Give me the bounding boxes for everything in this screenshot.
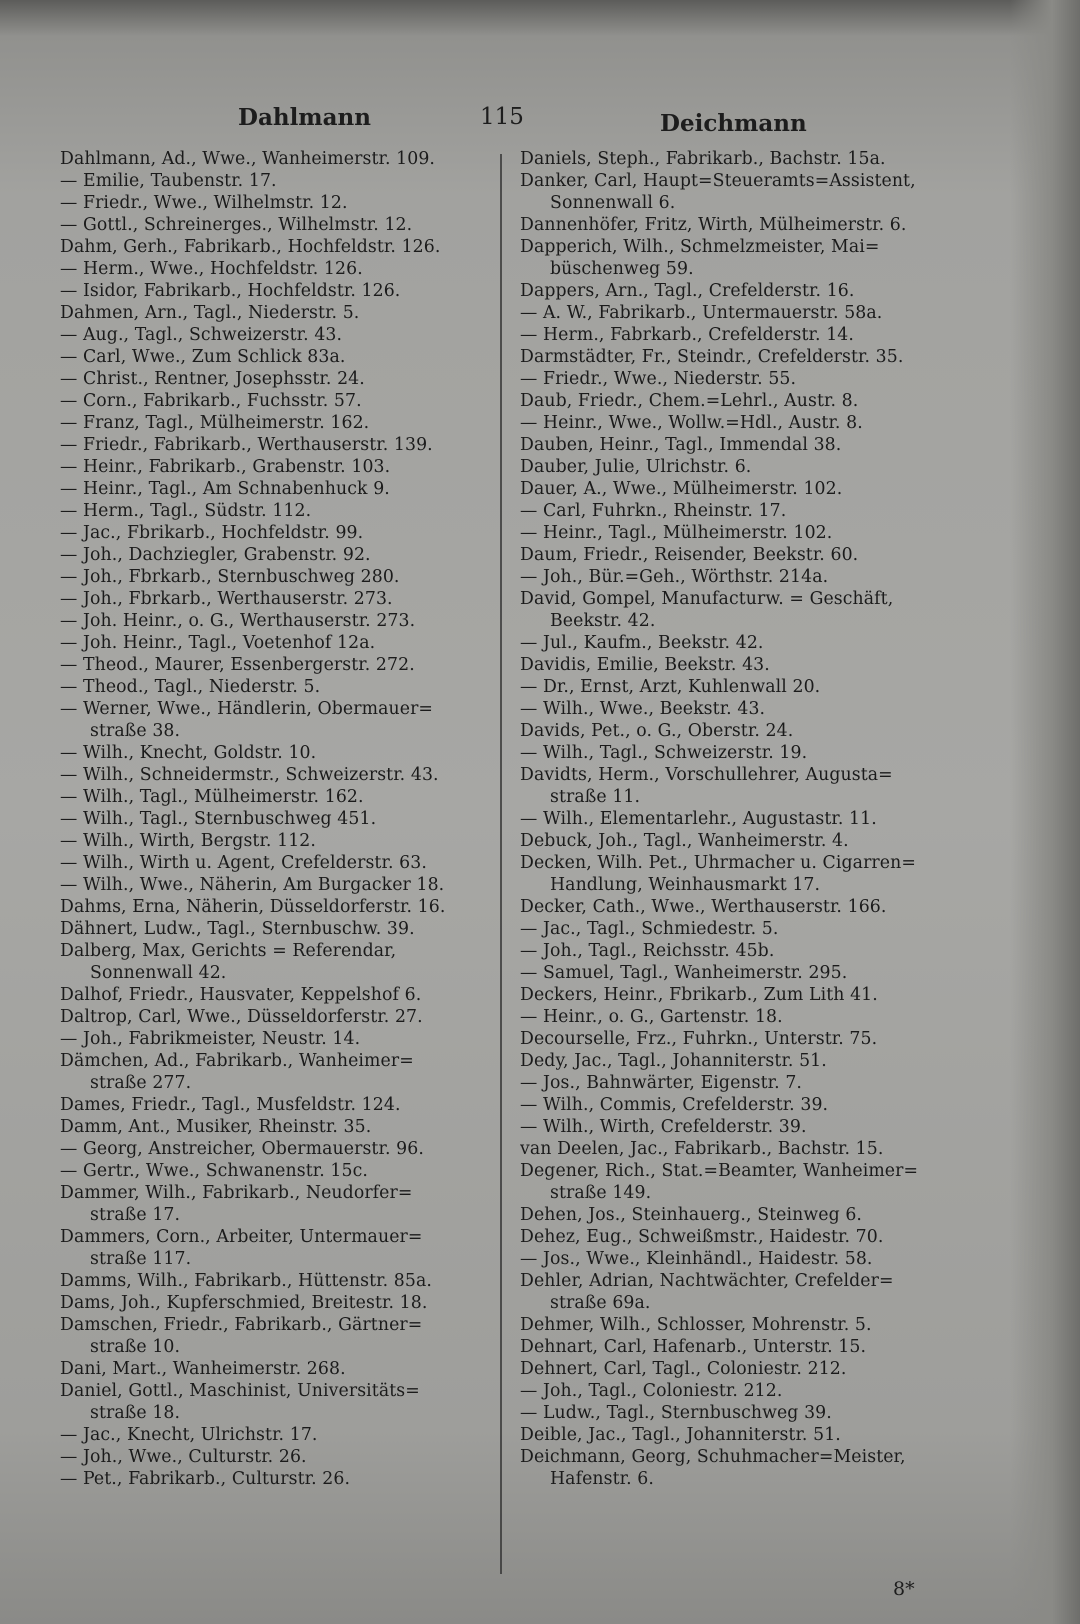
directory-entry: Daltrop, Carl, Wwe., Düsseldorferstr. 27. [60,1007,423,1027]
directory-entry: — Heinr., Tagl., Am Schnabenhuck 9. [60,479,390,499]
directory-entry: straße 117. [90,1249,192,1269]
left-column [60,148,490,1490]
directory-entry: — Wilh., Tagl., Mülheimerstr. 162. [60,787,364,807]
directory-entry: Damschen, Friedr., Fabrikarb., Gärtner= [60,1315,423,1335]
directory-entry: David, Gompel, Manufacturw. = Geschäft, [520,589,894,609]
right-column [520,148,950,1490]
directory-entry: — Wilh., Wwe., Näherin, Am Burgacker 18. [60,875,445,895]
directory-entry: — Wilh., Wirth u. Agent, Crefelderstr. 63. [60,853,427,873]
directory-entry: Dames, Friedr., Tagl., Musfeldstr. 124. [60,1095,401,1115]
directory-entry: — Wilh., Elementarlehr., Augustastr. 11. [520,809,877,829]
header-left-catchword: Dahlmann [238,104,371,131]
directory-entry: — Werner, Wwe., Händlerin, Obermauer= [60,699,434,719]
directory-entry: — Joh. Heinr., o. G., Werthauserstr. 273. [60,611,416,631]
directory-entry: Decourselle, Frz., Fuhrkn., Unterstr. 75. [520,1029,878,1049]
directory-entry: — Joh., Tagl., Reichsstr. 45b. [520,941,775,961]
directory-entry: — Joh., Tagl., Coloniestr. 212. [520,1381,783,1401]
directory-entry: — Wilh., Wwe., Beekstr. 43. [520,699,766,719]
directory-entry: straße 18. [90,1403,181,1423]
directory-entry: — Aug., Tagl., Schweizerstr. 43. [60,325,343,345]
directory-entry: Davidts, Herm., Vorschullehrer, Augusta= [520,765,893,785]
signature-mark: 8* [893,1578,915,1600]
directory-entry: Danker, Carl, Haupt=Steueramts=Assistent, [520,171,916,191]
directory-entry: Davids, Pet., o. G., Oberstr. 24. [520,721,794,741]
directory-entry: — Jac., Tagl., Schmiedestr. 5. [520,919,779,939]
directory-entry: Dehler, Adrian, Nachtwächter, Crefelder= [520,1271,894,1291]
directory-entry: — Joh., Dachziegler, Grabenstr. 92. [60,545,371,565]
directory-entry: — Jac., Knecht, Ulrichstr. 17. [60,1425,318,1445]
directory-entry: — Friedr., Wwe., Wilhelmstr. 12. [60,193,348,213]
directory-entry: Damm, Ant., Musiker, Rheinstr. 35. [60,1117,372,1137]
directory-entry: — Isidor, Fabrikarb., Hochfeldstr. 126. [60,281,401,301]
directory-entry: — Wilh., Knecht, Goldstr. 10. [60,743,317,763]
directory-entry: Decker, Cath., Wwe., Werthauserstr. 166. [520,897,887,917]
directory-entry: Dehnert, Carl, Tagl., Coloniestr. 212. [520,1359,847,1379]
directory-entry: — Wilh., Tagl., Schweizerstr. 19. [520,743,808,763]
column-divider [500,154,502,1574]
page-header [0,100,1080,140]
directory-entry: — Christ., Rentner, Josephsstr. 24. [60,369,365,389]
directory-entry: — Dr., Ernst, Arzt, Kuhlenwall 20. [520,677,821,697]
directory-entry: Dähnert, Ludw., Tagl., Sternbuschw. 39. [60,919,415,939]
directory-entry: Dahlmann, Ad., Wwe., Wanheimerstr. 109. [60,149,436,169]
directory-entry: büschenweg 59. [550,259,694,279]
directory-entry: — Joh., Fabrikmeister, Neustr. 14. [60,1029,361,1049]
directory-entry: — Wilh., Wirth, Crefelderstr. 39. [520,1117,807,1137]
directory-entry: Degener, Rich., Stat.=Beamter, Wanheimer= [520,1161,919,1181]
directory-entry: Beekstr. 42. [550,611,656,631]
directory-entry: Darmstädter, Fr., Steindr., Crefelderstr. 35. [520,347,904,367]
directory-entry: Dauben, Heinr., Tagl., Immendal 38. [520,435,842,455]
directory-entry: Dehez, Eug., Schweißmstr., Haidestr. 70. [520,1227,884,1247]
directory-entry: — Franz, Tagl., Mülheimerstr. 162. [60,413,370,433]
directory-entry: — Joh., Fbrkarb., Sternbuschweg 280. [60,567,400,587]
directory-entry: Sonnenwall 6. [550,193,676,213]
directory-entry: — Gertr., Wwe., Schwanenstr. 15c. [60,1161,368,1181]
page-top-shadow [0,0,1080,36]
directory-entry: — Herm., Wwe., Hochfeldstr. 126. [60,259,363,279]
directory-entry: Daniels, Steph., Fabrikarb., Bachstr. 15a. [520,149,886,169]
directory-entry: — Wilh., Commis, Crefelderstr. 39. [520,1095,829,1115]
directory-entry: straße 38. [90,721,181,741]
directory-entry: Dani, Mart., Wanheimerstr. 268. [60,1359,346,1379]
directory-entry: Dauer, A., Wwe., Mülheimerstr. 102. [520,479,843,499]
directory-entry: Daniel, Gottl., Maschinist, Universitäts= [60,1381,420,1401]
directory-entry: Debuck, Joh., Tagl., Wanheimerstr. 4. [520,831,849,851]
directory-entry: — Samuel, Tagl., Wanheimerstr. 295. [520,963,848,983]
directory-entry: Decken, Wilh. Pet., Uhrmacher u. Cigarren= [520,853,916,873]
directory-entry: Sonnenwall 42. [90,963,227,983]
directory-entry: — Jul., Kaufm., Beekstr. 42. [520,633,764,653]
directory-entry: Daum, Friedr., Reisender, Beekstr. 60. [520,545,859,565]
directory-entry: — Wilh., Schneidermstr., Schweizerstr. 43. [60,765,439,785]
directory-entry: straße 149. [550,1183,652,1203]
directory-entry: — Joh., Fbrkarb., Werthauserstr. 273. [60,589,393,609]
directory-entry: — Jos., Wwe., Kleinhändl., Haidestr. 58. [520,1249,873,1269]
page-number: 115 [480,104,524,130]
directory-entry: Dämchen, Ad., Fabrikarb., Wanheimer= [60,1051,414,1071]
directory-entry: — A. W., Fabrikarb., Untermauerstr. 58a. [520,303,883,323]
directory-entry: Deckers, Heinr., Fbrikarb., Zum Lith 41. [520,985,878,1005]
directory-entry: Dehnart, Carl, Hafenarb., Unterstr. 15. [520,1337,867,1357]
directory-entry: — Heinr., Tagl., Mülheimerstr. 102. [520,523,833,543]
directory-entry: — Heinr., Wwe., Wollw.=Hdl., Austr. 8. [520,413,863,433]
directory-entry: straße 277. [90,1073,192,1093]
directory-entry: Davidis, Emilie, Beekstr. 43. [520,655,770,675]
directory-entry: — Emilie, Taubenstr. 17. [60,171,277,191]
directory-entry: — Herm., Fabrkarb., Crefelderstr. 14. [520,325,854,345]
directory-entry: straße 11. [550,787,641,807]
directory-entry: — Jac., Fbrikarb., Hochfeldstr. 99. [60,523,364,543]
directory-entry: Dahms, Erna, Näherin, Düsseldorferstr. 16. [60,897,446,917]
directory-entry: straße 69a. [550,1293,651,1313]
directory-entry: straße 17. [90,1205,181,1225]
directory-entry: — Joh., Wwe., Culturstr. 26. [60,1447,307,1467]
directory-entry: van Deelen, Jac., Fabrikarb., Bachstr. 15. [520,1139,884,1159]
directory-entry: Deible, Jac., Tagl., Johanniterstr. 51. [520,1425,841,1445]
directory-entry: — Corn., Fabrikarb., Fuchsstr. 57. [60,391,362,411]
directory-entry: Dedy, Jac., Tagl., Johanniterstr. 51. [520,1051,827,1071]
directory-entry: Dahmen, Arn., Tagl., Niederstr. 5. [60,303,360,323]
directory-entry: Dehen, Jos., Steinhauerg., Steinweg 6. [520,1205,863,1225]
directory-entry: — Carl, Fuhrkn., Rheinstr. 17. [520,501,787,521]
directory-entry: Hafenstr. 6. [550,1469,654,1489]
directory-entry: — Georg, Anstreicher, Obermauerstr. 96. [60,1139,424,1159]
directory-entry: — Herm., Tagl., Südstr. 112. [60,501,312,521]
directory-entry: — Carl, Wwe., Zum Schlick 83a. [60,347,346,367]
directory-entry: Dauber, Julie, Ulrichstr. 6. [520,457,752,477]
directory-entry: Dams, Joh., Kupferschmied, Breitestr. 18. [60,1293,428,1313]
directory-entry: — Friedr., Wwe., Niederstr. 55. [520,369,797,389]
directory-entry: — Ludw., Tagl., Sternbuschweg 39. [520,1403,832,1423]
directory-entry: straße 10. [90,1337,181,1357]
directory-entry: — Joh. Heinr., Tagl., Voetenhof 12a. [60,633,376,653]
directory-entry: Dalberg, Max, Gerichts = Referendar, [60,941,397,961]
directory-entry: Dannenhöfer, Fritz, Wirth, Mülheimerstr. 6. [520,215,907,235]
directory-entry: — Heinr., Fabrikarb., Grabenstr. 103. [60,457,391,477]
directory-entry: — Wilh., Wirth, Bergstr. 112. [60,831,316,851]
directory-entry: — Heinr., o. G., Gartenstr. 18. [520,1007,783,1027]
directory-entry: Handlung, Weinhausmarkt 17. [550,875,821,895]
directory-entry: Dapperich, Wilh., Schmelzmeister, Mai= [520,237,880,257]
directory-entry: — Jos., Bahnwärter, Eigenstr. 7. [520,1073,803,1093]
directory-entry: — Theod., Tagl., Niederstr. 5. [60,677,321,697]
directory-entry: Dalhof, Friedr., Hausvater, Keppelshof 6. [60,985,422,1005]
directory-entry: Deichmann, Georg, Schuhmacher=Meister, [520,1447,906,1467]
header-right-catchword: Deichmann [660,110,807,137]
directory-entry: — Gottl., Schreinerges., Wilhelmstr. 12. [60,215,413,235]
directory-entry: — Pet., Fabrikarb., Culturstr. 26. [60,1469,351,1489]
directory-entry: Dappers, Arn., Tagl., Crefelderstr. 16. [520,281,855,301]
directory-entry: — Wilh., Tagl., Sternbuschweg 451. [60,809,377,829]
directory-entry: — Joh., Bür.=Geh., Wörthstr. 214a. [520,567,829,587]
directory-entry: Daub, Friedr., Chem.=Lehrl., Austr. 8. [520,391,859,411]
directory-entry: Dammers, Corn., Arbeiter, Untermauer= [60,1227,423,1247]
directory-entry: Dammer, Wilh., Fabrikarb., Neudorfer= [60,1183,413,1203]
page-right-shadow [1010,0,1080,1624]
directory-entry: Dehmer, Wilh., Schlosser, Mohrenstr. 5. [520,1315,872,1335]
directory-entry: Damms, Wilh., Fabrikarb., Hüttenstr. 85a. [60,1271,432,1291]
directory-entry: — Friedr., Fabrikarb., Werthauserstr. 139. [60,435,433,455]
directory-entry: — Theod., Maurer, Essenbergerstr. 272. [60,655,415,675]
directory-entry: Dahm, Gerh., Fabrikarb., Hochfeldstr. 126. [60,237,441,257]
